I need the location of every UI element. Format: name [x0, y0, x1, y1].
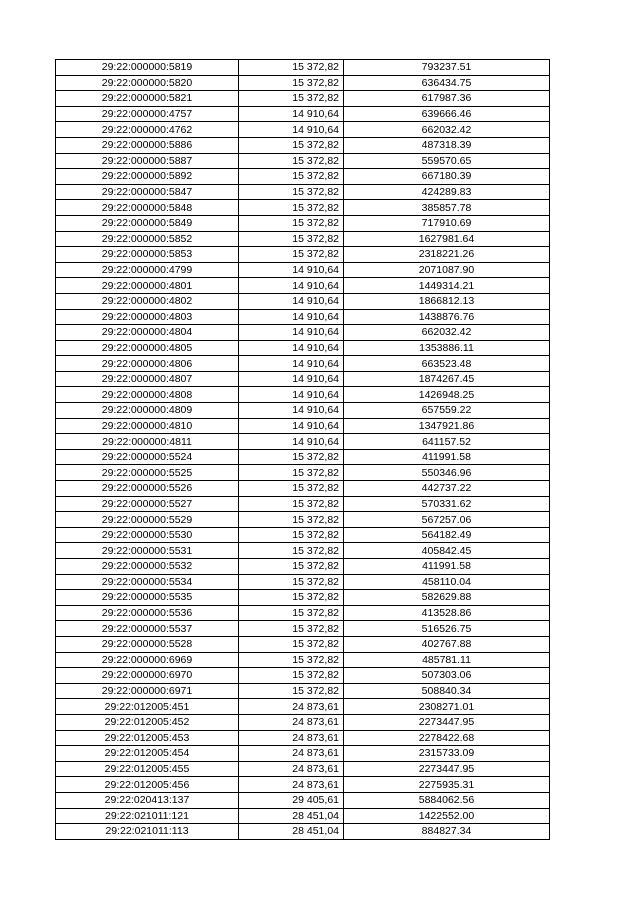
table-row [56, 356, 550, 372]
cadastral-number-cell: 29:22:000000:5530 [56, 527, 239, 543]
area-cell: 15 372,82 [239, 200, 344, 216]
cadastral-number-cell: 29:22:000000:5852 [56, 231, 239, 247]
table-row [56, 75, 550, 91]
value-cell: 385857.78 [344, 200, 550, 216]
value-cell: 2273447.95 [344, 714, 550, 730]
cadastral-number-cell: 29:22:000000:4811 [56, 434, 239, 450]
area-cell: 15 372,82 [239, 153, 344, 169]
cadastral-number-cell: 29:22:000000:4806 [56, 356, 239, 372]
area-cell: 14 910,64 [239, 434, 344, 450]
value-cell: 1422552.00 [344, 808, 550, 824]
cadastral-number-cell: 29:22:021011:113 [56, 824, 239, 840]
area-cell: 15 372,82 [239, 60, 344, 76]
value-cell: 411991.58 [344, 449, 550, 465]
table-row [56, 91, 550, 107]
area-cell: 15 372,82 [239, 574, 344, 590]
value-cell: 485781.11 [344, 652, 550, 668]
cadastral-number-cell: 29:22:000000:5853 [56, 247, 239, 263]
value-cell: 2315733.09 [344, 746, 550, 762]
area-cell: 15 372,82 [239, 652, 344, 668]
cadastral-number-cell: 29:22:000000:6971 [56, 683, 239, 699]
area-cell: 15 372,82 [239, 137, 344, 153]
area-cell: 14 910,64 [239, 106, 344, 122]
area-cell: 28 451,04 [239, 808, 344, 824]
value-cell: 411991.58 [344, 559, 550, 575]
cadastral-number-cell: 29:22:020413:137 [56, 792, 239, 808]
table-row [56, 699, 550, 715]
table-row [56, 730, 550, 746]
cadastral-number-cell: 29:22:012005:452 [56, 714, 239, 730]
table-row [56, 605, 550, 621]
table-row [56, 636, 550, 652]
area-cell: 15 372,82 [239, 543, 344, 559]
table-row [56, 387, 550, 403]
area-cell: 15 372,82 [239, 75, 344, 91]
table-row [56, 60, 550, 76]
cadastral-number-cell: 29:22:000000:5527 [56, 496, 239, 512]
cadastral-number-cell: 29:22:000000:5819 [56, 60, 239, 76]
table-body [56, 60, 550, 840]
table-row [56, 683, 550, 699]
table-row [56, 746, 550, 762]
value-cell: 617987.36 [344, 91, 550, 107]
value-cell: 663523.48 [344, 356, 550, 372]
area-cell: 14 910,64 [239, 325, 344, 341]
table-row [56, 668, 550, 684]
cadastral-number-cell: 29:22:000000:5534 [56, 574, 239, 590]
area-cell: 24 873,61 [239, 714, 344, 730]
area-cell: 14 910,64 [239, 309, 344, 325]
table-row [56, 325, 550, 341]
cadastral-number-cell: 29:22:000000:5820 [56, 75, 239, 91]
cadastral-number-cell: 29:22:000000:4809 [56, 403, 239, 419]
cadastral-number-cell: 29:22:000000:5847 [56, 184, 239, 200]
value-cell: 507303.06 [344, 668, 550, 684]
cadastral-number-cell: 29:22:000000:5525 [56, 465, 239, 481]
value-cell: 582629.88 [344, 590, 550, 606]
area-cell: 15 372,82 [239, 621, 344, 637]
cadastral-number-cell: 29:22:000000:5536 [56, 605, 239, 621]
value-cell: 717910.69 [344, 215, 550, 231]
table-row [56, 824, 550, 840]
cadastral-number-cell: 29:22:000000:5849 [56, 215, 239, 231]
table-row [56, 512, 550, 528]
cadastral-number-cell: 29:22:000000:4807 [56, 371, 239, 387]
table-row [56, 481, 550, 497]
table-row [56, 169, 550, 185]
table-row [56, 527, 550, 543]
table-row [56, 293, 550, 309]
table-row [56, 106, 550, 122]
area-cell: 15 372,82 [239, 527, 344, 543]
cadastral-number-cell: 29:22:000000:5528 [56, 636, 239, 652]
value-cell: 1353886.11 [344, 340, 550, 356]
table-row [56, 262, 550, 278]
value-cell: 1426948.25 [344, 387, 550, 403]
cadastral-number-cell: 29:22:000000:5537 [56, 621, 239, 637]
value-cell: 2275935.31 [344, 777, 550, 793]
table-row [56, 215, 550, 231]
cadastral-number-cell: 29:22:012005:456 [56, 777, 239, 793]
value-cell: 2273447.95 [344, 761, 550, 777]
value-cell: 884827.34 [344, 824, 550, 840]
area-cell: 15 372,82 [239, 231, 344, 247]
cadastral-number-cell: 29:22:000000:5821 [56, 91, 239, 107]
value-cell: 2308271.01 [344, 699, 550, 715]
cadastral-number-cell: 29:22:000000:5526 [56, 481, 239, 497]
value-cell: 424289.83 [344, 184, 550, 200]
value-cell: 1627981.64 [344, 231, 550, 247]
area-cell: 24 873,61 [239, 777, 344, 793]
cadastral-number-cell: 29:22:000000:4799 [56, 262, 239, 278]
value-cell: 1866812.13 [344, 293, 550, 309]
cadastral-number-cell: 29:22:000000:5892 [56, 169, 239, 185]
area-cell: 14 910,64 [239, 403, 344, 419]
area-cell: 15 372,82 [239, 169, 344, 185]
area-cell: 14 910,64 [239, 293, 344, 309]
area-cell: 14 910,64 [239, 122, 344, 138]
area-cell: 15 372,82 [239, 668, 344, 684]
value-cell: 1438876.76 [344, 309, 550, 325]
area-cell: 15 372,82 [239, 91, 344, 107]
cadastral-number-cell: 29:22:012005:455 [56, 761, 239, 777]
area-cell: 15 372,82 [239, 512, 344, 528]
area-cell: 24 873,61 [239, 730, 344, 746]
area-cell: 15 372,82 [239, 215, 344, 231]
area-cell: 29 405,61 [239, 792, 344, 808]
value-cell: 2071087.90 [344, 262, 550, 278]
value-cell: 413528.86 [344, 605, 550, 621]
area-cell: 24 873,61 [239, 746, 344, 762]
value-cell: 641157.52 [344, 434, 550, 450]
table-row [56, 153, 550, 169]
area-cell: 24 873,61 [239, 699, 344, 715]
value-cell: 1449314.21 [344, 278, 550, 294]
value-cell: 550346.96 [344, 465, 550, 481]
value-cell: 5884062.56 [344, 792, 550, 808]
value-cell: 487318.39 [344, 137, 550, 153]
table-row [56, 574, 550, 590]
value-cell: 639666.46 [344, 106, 550, 122]
area-cell: 14 910,64 [239, 340, 344, 356]
cadastral-number-cell: 29:22:000000:4805 [56, 340, 239, 356]
cadastral-number-cell: 29:22:000000:5886 [56, 137, 239, 153]
area-cell: 15 372,82 [239, 683, 344, 699]
value-cell: 405842.45 [344, 543, 550, 559]
table-row [56, 761, 550, 777]
value-cell: 564182.49 [344, 527, 550, 543]
area-cell: 15 372,82 [239, 559, 344, 575]
cadastral-number-cell: 29:22:000000:4808 [56, 387, 239, 403]
value-cell: 793237.51 [344, 60, 550, 76]
value-cell: 662032.42 [344, 325, 550, 341]
area-cell: 14 910,64 [239, 387, 344, 403]
area-cell: 15 372,82 [239, 605, 344, 621]
area-cell: 15 372,82 [239, 247, 344, 263]
table-row [56, 714, 550, 730]
area-cell: 28 451,04 [239, 824, 344, 840]
area-cell: 24 873,61 [239, 761, 344, 777]
area-cell: 15 372,82 [239, 636, 344, 652]
area-cell: 15 372,82 [239, 481, 344, 497]
table-row [56, 278, 550, 294]
table-row [56, 777, 550, 793]
cadastral-number-cell: 29:22:000000:5524 [56, 449, 239, 465]
value-cell: 636434.75 [344, 75, 550, 91]
value-cell: 1874267.45 [344, 371, 550, 387]
value-cell: 2278422.68 [344, 730, 550, 746]
table-row [56, 559, 550, 575]
table-row [56, 137, 550, 153]
cadastral-number-cell: 29:22:000000:5535 [56, 590, 239, 606]
table-row [56, 652, 550, 668]
table-row [56, 590, 550, 606]
area-cell: 15 372,82 [239, 465, 344, 481]
value-cell: 458110.04 [344, 574, 550, 590]
table-row [56, 309, 550, 325]
table-row [56, 403, 550, 419]
area-cell: 15 372,82 [239, 496, 344, 512]
value-cell: 667180.39 [344, 169, 550, 185]
table-row [56, 340, 550, 356]
value-cell: 1347921.86 [344, 418, 550, 434]
value-cell: 2318221.26 [344, 247, 550, 263]
cadastral-number-cell: 29:22:012005:454 [56, 746, 239, 762]
area-cell: 15 372,82 [239, 184, 344, 200]
table-row [56, 371, 550, 387]
value-cell: 567257.06 [344, 512, 550, 528]
cadastral-number-cell: 29:22:000000:4802 [56, 293, 239, 309]
table-row [56, 231, 550, 247]
table-row [56, 434, 550, 450]
cadastral-number-cell: 29:22:000000:5529 [56, 512, 239, 528]
value-cell: 657559.22 [344, 403, 550, 419]
area-cell: 14 910,64 [239, 356, 344, 372]
table-row [56, 496, 550, 512]
value-cell: 508840.34 [344, 683, 550, 699]
value-cell: 516526.75 [344, 621, 550, 637]
table-row [56, 122, 550, 138]
cadastral-number-cell: 29:22:000000:4757 [56, 106, 239, 122]
value-cell: 559570.65 [344, 153, 550, 169]
cadastral-number-cell: 29:22:000000:4804 [56, 325, 239, 341]
area-cell: 15 372,82 [239, 449, 344, 465]
cadastral-number-cell: 29:22:012005:453 [56, 730, 239, 746]
table-row [56, 465, 550, 481]
cadastral-number-cell: 29:22:012005:451 [56, 699, 239, 715]
cadastral-number-cell: 29:22:000000:5532 [56, 559, 239, 575]
table-row [56, 621, 550, 637]
area-cell: 14 910,64 [239, 278, 344, 294]
area-cell: 14 910,64 [239, 371, 344, 387]
value-cell: 402767.88 [344, 636, 550, 652]
cadastral-number-cell: 29:22:000000:6969 [56, 652, 239, 668]
cadastral-number-cell: 29:22:000000:6970 [56, 668, 239, 684]
table-row [56, 792, 550, 808]
table-row [56, 184, 550, 200]
value-cell: 570331.62 [344, 496, 550, 512]
table-row [56, 543, 550, 559]
cadastral-value-table [55, 59, 550, 840]
cadastral-number-cell: 29:22:021011:121 [56, 808, 239, 824]
value-cell: 662032.42 [344, 122, 550, 138]
table-row [56, 449, 550, 465]
cadastral-number-cell: 29:22:000000:5848 [56, 200, 239, 216]
table-row [56, 808, 550, 824]
cadastral-number-cell: 29:22:000000:4801 [56, 278, 239, 294]
table-row [56, 418, 550, 434]
area-cell: 14 910,64 [239, 418, 344, 434]
cadastral-number-cell: 29:22:000000:4762 [56, 122, 239, 138]
table-row [56, 200, 550, 216]
cadastral-number-cell: 29:22:000000:4803 [56, 309, 239, 325]
cadastral-number-cell: 29:22:000000:5531 [56, 543, 239, 559]
area-cell: 14 910,64 [239, 262, 344, 278]
cadastral-number-cell: 29:22:000000:5887 [56, 153, 239, 169]
table-row [56, 247, 550, 263]
value-cell: 442737.22 [344, 481, 550, 497]
area-cell: 15 372,82 [239, 590, 344, 606]
cadastral-number-cell: 29:22:000000:4810 [56, 418, 239, 434]
